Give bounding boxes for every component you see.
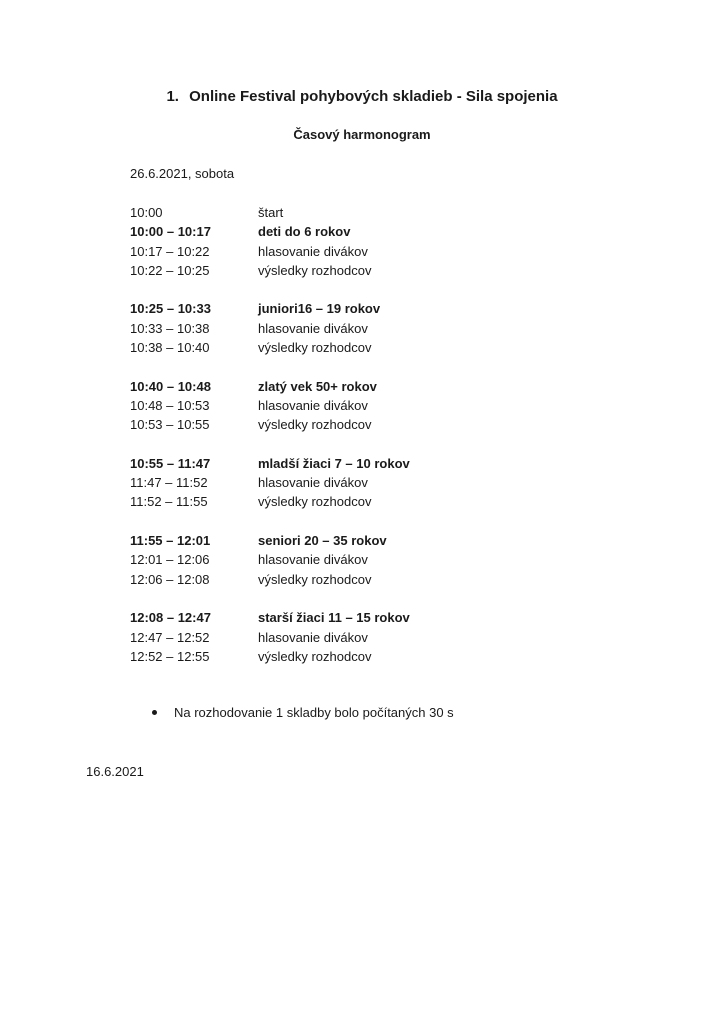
schedule-row	[130, 203, 410, 222]
note-text: Na rozhodovanie 1 skladby bolo počítaných 30 s	[174, 705, 454, 720]
schedule-label: výsledky rozhodcov	[258, 494, 372, 510]
schedule-label: hlasovanie divákov	[258, 629, 368, 645]
bullet-icon	[152, 710, 157, 715]
schedule-time: 10:17 – 10:22	[130, 243, 210, 259]
schedule-label: deti do 6 rokov	[258, 224, 351, 240]
schedule-row	[130, 338, 410, 357]
schedule-label: hlasovanie divákov	[258, 320, 368, 336]
schedule-label: starší žiaci 11 – 15 rokov	[258, 610, 410, 626]
schedule-time: 12:47 – 12:52	[130, 629, 210, 645]
schedule-row	[130, 531, 410, 550]
schedule-time: 10:38 – 10:40	[130, 340, 210, 356]
schedule-gap	[130, 435, 410, 454]
schedule-label: výsledky rozhodcov	[258, 571, 372, 587]
schedule-time: 10:40 – 10:48	[130, 378, 211, 394]
schedule-row	[130, 319, 410, 338]
schedule-time: 12:52 – 12:55	[130, 648, 210, 664]
schedule-label: výsledky rozhodcov	[258, 417, 372, 433]
schedule-list	[130, 203, 410, 666]
schedule-gap	[130, 280, 410, 299]
schedule-row	[130, 647, 410, 666]
schedule-label: štart	[258, 205, 284, 220]
schedule-time: 10:53 – 10:55	[130, 417, 210, 433]
schedule-time: 10:33 – 10:38	[130, 320, 210, 336]
schedule-label: hlasovanie divákov	[258, 552, 368, 568]
title-number: 1.	[166, 88, 179, 105]
schedule-label: mladší žiaci 7 – 10 rokov	[258, 455, 410, 471]
footer-date: 16.6.2021	[86, 764, 144, 779]
schedule-label: hlasovanie divákov	[258, 475, 368, 491]
schedule-time: 12:08 – 12:47	[130, 610, 211, 626]
schedule-row	[130, 608, 410, 627]
schedule-time: 12:01 – 12:06	[130, 552, 210, 568]
schedule-time: 10:00	[130, 205, 163, 220]
schedule-time: 12:06 – 12:08	[130, 571, 210, 587]
schedule-label: výsledky rozhodcov	[258, 262, 372, 278]
schedule-row	[130, 570, 410, 589]
page-title	[0, 88, 724, 105]
schedule-time: 10:22 – 10:25	[130, 262, 210, 278]
schedule-label: hlasovanie divákov	[258, 243, 368, 259]
schedule-time: 11:52 – 11:55	[130, 494, 208, 510]
schedule-label: juniori16 – 19 rokov	[258, 301, 381, 317]
schedule-gap	[130, 512, 410, 531]
schedule-time: 10:55 – 11:47	[130, 455, 211, 471]
schedule-label: zlatý vek 50+ rokov	[258, 378, 377, 394]
page-subtitle: Časový harmonogram	[293, 127, 431, 142]
schedule-time: 10:00 – 10:17	[130, 224, 211, 240]
schedule-time: 10:25 – 10:33	[130, 301, 211, 317]
schedule-time: 10:48 – 10:53	[130, 397, 210, 413]
schedule-label: výsledky rozhodcov	[258, 648, 372, 664]
schedule-row	[130, 473, 410, 492]
note-item	[152, 705, 454, 720]
title-text: Online Festival pohybových skladieb - Sila spojenia	[189, 88, 558, 105]
schedule-label: výsledky rozhodcov	[258, 340, 372, 356]
schedule-time: 11:55 – 12:01	[130, 533, 211, 549]
schedule-gap	[130, 357, 410, 376]
event-day: 26.6.2021, sobota	[130, 166, 235, 181]
schedule-time: 11:47 – 11:52	[130, 475, 208, 491]
schedule-row	[130, 261, 410, 280]
schedule-label: hlasovanie divákov	[258, 397, 368, 413]
schedule-row	[130, 377, 410, 396]
schedule-row	[130, 299, 410, 318]
schedule-row	[130, 415, 410, 434]
schedule-row	[130, 454, 410, 473]
schedule-label: seniori 20 – 35 rokov	[258, 533, 387, 549]
schedule-row	[130, 628, 410, 647]
schedule-row	[130, 396, 410, 415]
schedule-row	[130, 492, 410, 511]
schedule-row	[130, 550, 410, 569]
schedule-row	[130, 242, 410, 261]
schedule-gap	[130, 589, 410, 608]
schedule-row	[130, 222, 410, 241]
